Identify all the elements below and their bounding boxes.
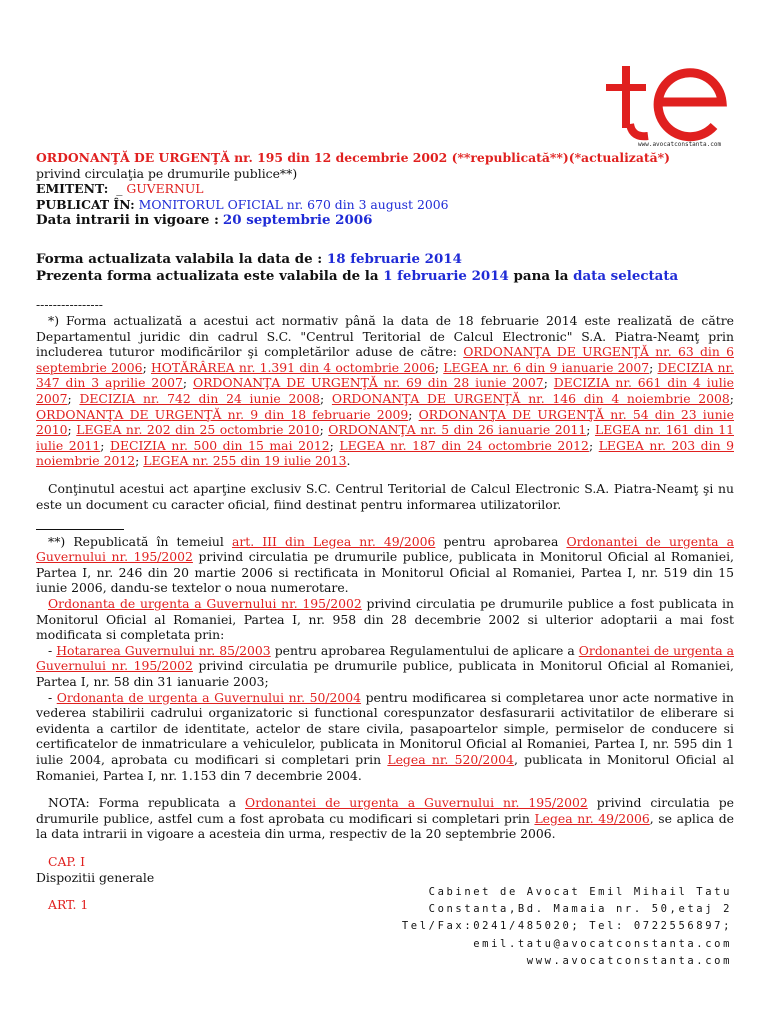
nota-text-c: , se aplica de la data intrarii in vigoare a acesteia din urma, respectiv de la 20 septembrie 2006. <box>36 810 734 842</box>
hotarare-text-a: pentru aprobarea Regulamentului de aplicare a <box>274 642 575 658</box>
ordonanta-50-text-a: pentru modificarea si completarea unor acte normative in vederea stabilirii cadrului organizatoric si functional corespunzator desfasurarii activitatilor de eliberare si evidenta a cartilor de identitate, actelor de stare civila, pasapoartelor simple, permiselor de conducere si certificatelor de inmatriculare a vehiculelor, publicata in Monitorul Oficial al Romaniei, Partea I, nr. 595 din 1 iulie 2004, aprobata cu modificari si completari prin <box>36 689 734 767</box>
link-separator: ; <box>434 359 444 375</box>
link-separator: ; <box>182 375 193 391</box>
hotarare-text-b: privind circulatia pe drumurile publice, publicata in Monitorul Oficial al Romaniei, Partea I, nr. 58 din 31 ianuarie 2003; <box>36 658 734 690</box>
link-ordonanta-195-2002-d[interactable]: Ordonantei de urgenta a Guvernului nr. 195/2002 <box>245 795 588 811</box>
amendments-paragraph <box>36 313 734 469</box>
disclaimer-paragraph: Conţinutul acestui act aparţine exclusiv S.C. Centrul Teritorial de Calcul Electronic S.A. Piatra-Neamţ şi nu este un document cu caracter oficial, fiind destinat pentru informarea utilizatorilor. <box>36 480 734 512</box>
data-selectata-link[interactable]: data selectata <box>573 268 679 285</box>
link-separator: ; <box>408 406 419 422</box>
emitent-label: EMITENT: <box>36 181 109 197</box>
logo-url: www.avocatconstanta.com <box>638 141 722 148</box>
amendment-link[interactable]: LEGEA nr. 187 din 24 octombrie 2012 <box>339 437 589 453</box>
amendments-intro: *) Forma actualizată a acestui act normativ până la data de 18 februarie 2014 este realizată de către Departamentul juridic din cadrul S.C. "Centrul Teritorial de Calcul Electronic" S.A. Piatra-Neamţ prin includerea tuturor modificărilor şi completărilor aduse de către: <box>36 312 734 360</box>
separator-dashes: ---------------- <box>36 297 103 313</box>
amendment-link[interactable]: ORDONANŢA DE URGENŢĂ nr. 9 din 18 februarie 2009 <box>36 406 409 422</box>
amendments-links <box>36 344 734 468</box>
link-separator: ; <box>142 359 151 375</box>
amendment-link[interactable]: DECIZIA nr. 347 din 3 aprilie 2007 <box>36 359 734 391</box>
amendment-link[interactable]: LEGEA nr. 6 din 9 ianuarie 2007 <box>443 359 650 375</box>
link-separator: ; <box>329 437 340 453</box>
link-hotararea-85-2003[interactable]: Hotararea Guvernului nr. 85/2003 <box>56 642 271 658</box>
link-separator: ; <box>543 375 554 391</box>
forma-range-b: pana la <box>513 268 569 285</box>
amendment-link[interactable]: LEGEA nr. 202 din 25 octombrie 2010 <box>76 422 320 438</box>
footer-address: Constanta,Bd. Mamaia nr. 50,etaj 2 <box>428 903 732 916</box>
link-separator: ; <box>586 422 595 438</box>
amendment-link[interactable]: HOTĂRÂREA nr. 1.391 din 4 octombrie 2006 <box>150 359 435 375</box>
hotarare-85-item <box>36 643 734 690</box>
footer-phone: Tel/Fax:0241/485020; Tel: 0722556897; <box>401 920 732 933</box>
chapter-label: CAP. I <box>48 853 86 869</box>
link-legea-49-2006[interactable]: Legea nr. 49/2006 <box>534 810 650 826</box>
link-separator: ; <box>100 437 111 453</box>
vigoare-label: Data intrarii in vigoare : <box>36 212 219 229</box>
publication-note <box>36 596 734 643</box>
forma-range-a: Prezenta forma actualizata este valabila de la <box>36 268 379 285</box>
forma-range-date: 1 februarie 2014 <box>383 268 509 285</box>
footer-website[interactable]: www.avocatconstanta.com <box>526 954 732 967</box>
nota-paragraph <box>36 795 734 842</box>
link-separator: ; <box>67 390 80 406</box>
link-separator: ; <box>135 453 144 469</box>
amendment-link[interactable]: ORDONANŢA DE URGENŢĂ nr. 69 din 28 iunie 2007 <box>192 375 544 391</box>
amendment-link[interactable]: ORDONANŢA DE URGENŢĂ nr. 63 din 6 septembrie 2006 <box>36 344 734 375</box>
link-ordonanta-195-2002-b[interactable]: Ordonanta de urgenta a Guvernului nr. 195/2002 <box>48 596 362 612</box>
link-separator: ; <box>588 437 599 453</box>
document-body: ORDONANŢĂ DE URGENŢĂ nr. 195 din 12 decembrie 2002 (**republicată**)(*actualizată*) privind circulaţia pe drumurile publice**) EMITENT: _ GUVERNUL PUBLICAT ÎN: MONITORUL OFICIAL nr. 670 din 3 august 2006 Data intrarii in vigoare : 20 septembrie 2006 Forma actualizata valabila la data de : 18 februarie 2014 Prezenta forma actualizata este valabila de la 1 februarie 2014 pana la data selectata ---------------- *) Forma actualizată a acestui act normativ până la data de 18 februarie 2014 este realizată de către Departamentul juridic din cadrul S.C. "Centrul Teritorial de Calcul Electronic" S.A. Piatra-Neamţ prin includerea tuturor modificărilor şi completărilor aduse de către: ORDONANŢA DE URGENŢĂ nr. 63 din 6 septembrie 2006; HOTĂRÂREA nr. 1.391 din 4 octombrie 2006; LEGEA nr. 6 din 9 ianuarie 2007; DECIZIA nr. 347 din 3 aprilie 2007; ORDONANŢA DE URGENŢĂ nr. 69 din 28 iunie 2007; DECIZIA nr. 661 din 4 iulie 2007; DECIZIA nr. 742 din 24 iunie 2008; ORDONANŢA DE URGENŢĂ nr. 146 din 4 noiembrie 2008; ORDONANŢA DE URGENŢĂ nr. 9 din 18 februarie 2009; ORDONANŢA DE URGENŢĂ nr. 54 din 23 iunie 2010; LEGEA nr. 202 din 25 octombrie 2010; ORDONANŢA nr. 5 din 26 ianuarie 2011; LEGEA nr. 161 din 11 iulie 2011; DECIZIA nr. 500 din 15 mai 2012; LEGEA nr. 187 din 24 octombrie 2012; LEGEA nr. 203 din 9 noiembrie 2012; LEGEA nr. 255 din 19 iulie 2013. Conţinutul acestui act aparţine exclusiv S.C. Centrul Teritorial de Calcul Electronic S.A. Piatra-Neamţ şi nu este un document cu caracter oficial, fiind destinat pentru informarea utilizatorilor. **) Republicată în temeiul art. III din Legea nr. 49/2006 pentru aprobarea Ordonantei de urgenta a Guvernului nr. 195/2002 privind circulatia pe drumurile publice, publicata in Monitorul Oficial al Romaniei, Partea I, nr. 246 din 20 martie 2006 si rectificata in Monitorul Oficial al Romaniei, Partea I, nr. 519 din 15 iunie 2006, dandu-se textelor o noua numerotare. Ordonanta de urgenta a Guvernului nr. 195/2002 privind circulatia pe drumurile publice a fost publicata in Monitorul Oficial al Romaniei, Partea I, nr. 958 din 28 decembrie 2002 si ulterior adoptarii a mai fost modificata si completata prin: - Hotararea Guvernului nr. 85/2003 pentru aprobarea Regulamentului de aplicare a Ordonantei de urgenta a Guvernului nr. 195/2002 privind circulatia pe drumurile publice, publicata in Monitorul Oficial al Romaniei, Partea I, nr. 58 din 31 ianuarie 2003; - Ordonanta de urgenta a Guvernului nr. 50/2004 pentru modificarea si completarea unor acte normative in vederea stabilirii cadrului organizatoric si functional corespunzator desfasurarii activitatilor de eliberare si evidenta a cartilor de identitate, actelor de stare civila, pasapoartelor simple, permiselor de conducere si certificatelor de inmatriculare a vehiculelor, publicata in Monitorul Oficial al Romaniei, Partea I, nr. 595 din 1 iulie 2004, aprobata cu modificari si completari prin Legea nr. 520/2004, publicata in Monitorul Oficial al Romaniei, Partea I, nr. 1.153 din 7 decembrie 2004. NOTA: Forma republicata a Ordonantei de urgenta a Guvernului nr. 195/2002 privind circulatia pe drumurile publice, astfel cum a fost aprobata cu modificari si completari prin Legea nr. 49/2006, se aplica de la data intrarii in vigoare a acesteia din urma, respectiv de la 20 septembrie 2006. CAP. I Dispozitii generale ART. 1 <box>36 150 734 913</box>
amendment-link[interactable]: ORDONANŢA DE URGENŢĂ nr. 146 din 4 noiembrie 2008 <box>331 390 730 406</box>
amendment-link[interactable]: ORDONANŢA DE URGENŢĂ nr. 54 din 23 iunie 2010 <box>36 406 734 438</box>
amendment-link[interactable]: ORDONANŢA nr. 5 din 26 ianuarie 2011 <box>328 422 587 438</box>
republication-note <box>36 534 734 596</box>
link-separator: ; <box>67 422 77 438</box>
amendment-link[interactable]: LEGEA nr. 203 din 9 noiembrie 2012 <box>36 437 734 469</box>
forma-label: Forma actualizata valabila la data de : <box>36 251 323 268</box>
amendment-link[interactable]: DECIZIA nr. 661 din 4 iulie 2007 <box>36 375 734 406</box>
vigoare-value: 20 septembrie 2006 <box>222 212 373 229</box>
amendment-link[interactable]: LEGEA nr. 255 din 19 iulie 2013 <box>143 453 347 469</box>
publicat-link[interactable]: MONITORUL OFICIAL <box>138 196 283 212</box>
publication-text: privind circulatia pe drumurile publice a fost publicata in Monitorul Oficial al Romaniei, Partea I, nr. 958 din 28 decembrie 2002 si ulterior adoptarii a mai fost modificata si completata prin: <box>36 596 734 643</box>
link-separator: ; <box>320 390 332 406</box>
nota-text-b: privind circulatia pe drumurile publice, astfel cum a fost aprobata cu modificari si completari prin <box>36 795 734 826</box>
article-label: ART. 1 <box>48 897 89 913</box>
footer-firm: Cabinet de Avocat Emil Mihail Tatu <box>428 886 732 898</box>
footnote-rule <box>36 529 124 530</box>
publicat-label: PUBLICAT ÎN: <box>36 196 135 212</box>
link-separator: ; <box>649 359 658 375</box>
republication-text-c: privind circulatia pe drumurile publice, publicata in Monitorul Oficial al Romaniei, Partea I, nr. 246 din 20 martie 2006 si rectificata in Monitorul Oficial al Romaniei, Partea I, nr. 519 din 15 iunie 2006, dandu-se textelor o noua numerotare. <box>36 549 734 596</box>
link-art-iii-legea-49-2006[interactable]: art. III din Legea nr. 49/2006 <box>231 533 436 549</box>
footer-email[interactable]: emil.tatu@avocatconstanta.com <box>473 937 732 950</box>
doc-title: ORDONANŢĂ DE URGENŢĂ nr. 195 din 12 decembrie 2002 (**republicată**)(*actualizată*) <box>36 150 670 165</box>
link-separator: ; <box>729 390 734 406</box>
amendment-link[interactable]: DECIZIA nr. 500 din 15 mai 2012 <box>110 437 330 453</box>
link-ordonanta-195-2002-c[interactable]: Ordonantei de urgenta a Guvernului nr. 195/2002 <box>36 642 734 674</box>
list-dash: - <box>48 642 53 658</box>
forma-date: 18 februarie 2014 <box>326 251 462 268</box>
nota-text-a: NOTA: Forma republicata a <box>48 795 237 811</box>
chapter-title: Dispozitii generale <box>36 869 155 885</box>
doc-subtitle: privind circulaţia pe drumurile publice**) <box>36 165 298 181</box>
amendment-link[interactable]: LEGEA nr. 161 din 11 iulie 2011 <box>36 422 734 453</box>
lawyer-footer <box>402 884 732 970</box>
emitent-value: GUVERNUL <box>126 181 204 197</box>
list-dash: - <box>48 689 53 705</box>
republication-text-a: **) Republicată în temeiul <box>48 533 224 549</box>
ordonanta-50-text-b: , publicata in Monitorul Oficial al Romaniei, Partea I, nr. 1.153 din 7 decembrie 2004. <box>36 752 734 783</box>
ordonanta-50-item <box>36 690 734 784</box>
link-ordonanta-195-2002[interactable]: Ordonantei de urgenta a Guvernului nr. 195/2002 <box>36 533 734 565</box>
link-legea-520-2004[interactable]: Legea nr. 520/2004 <box>387 752 514 767</box>
publicat-rest: nr. 670 din 3 august 2006 <box>286 196 449 212</box>
link-separator: ; <box>319 422 329 438</box>
link-separator: . <box>346 453 351 469</box>
brand-logo <box>598 58 746 150</box>
republication-text-b: pentru aprobarea <box>443 533 559 549</box>
link-ordonanta-50-2004[interactable]: Ordonanta de urgenta a Guvernului nr. 50/2004 <box>56 689 362 705</box>
amendment-link[interactable]: DECIZIA nr. 742 din 24 iunie 2008 <box>79 390 321 406</box>
